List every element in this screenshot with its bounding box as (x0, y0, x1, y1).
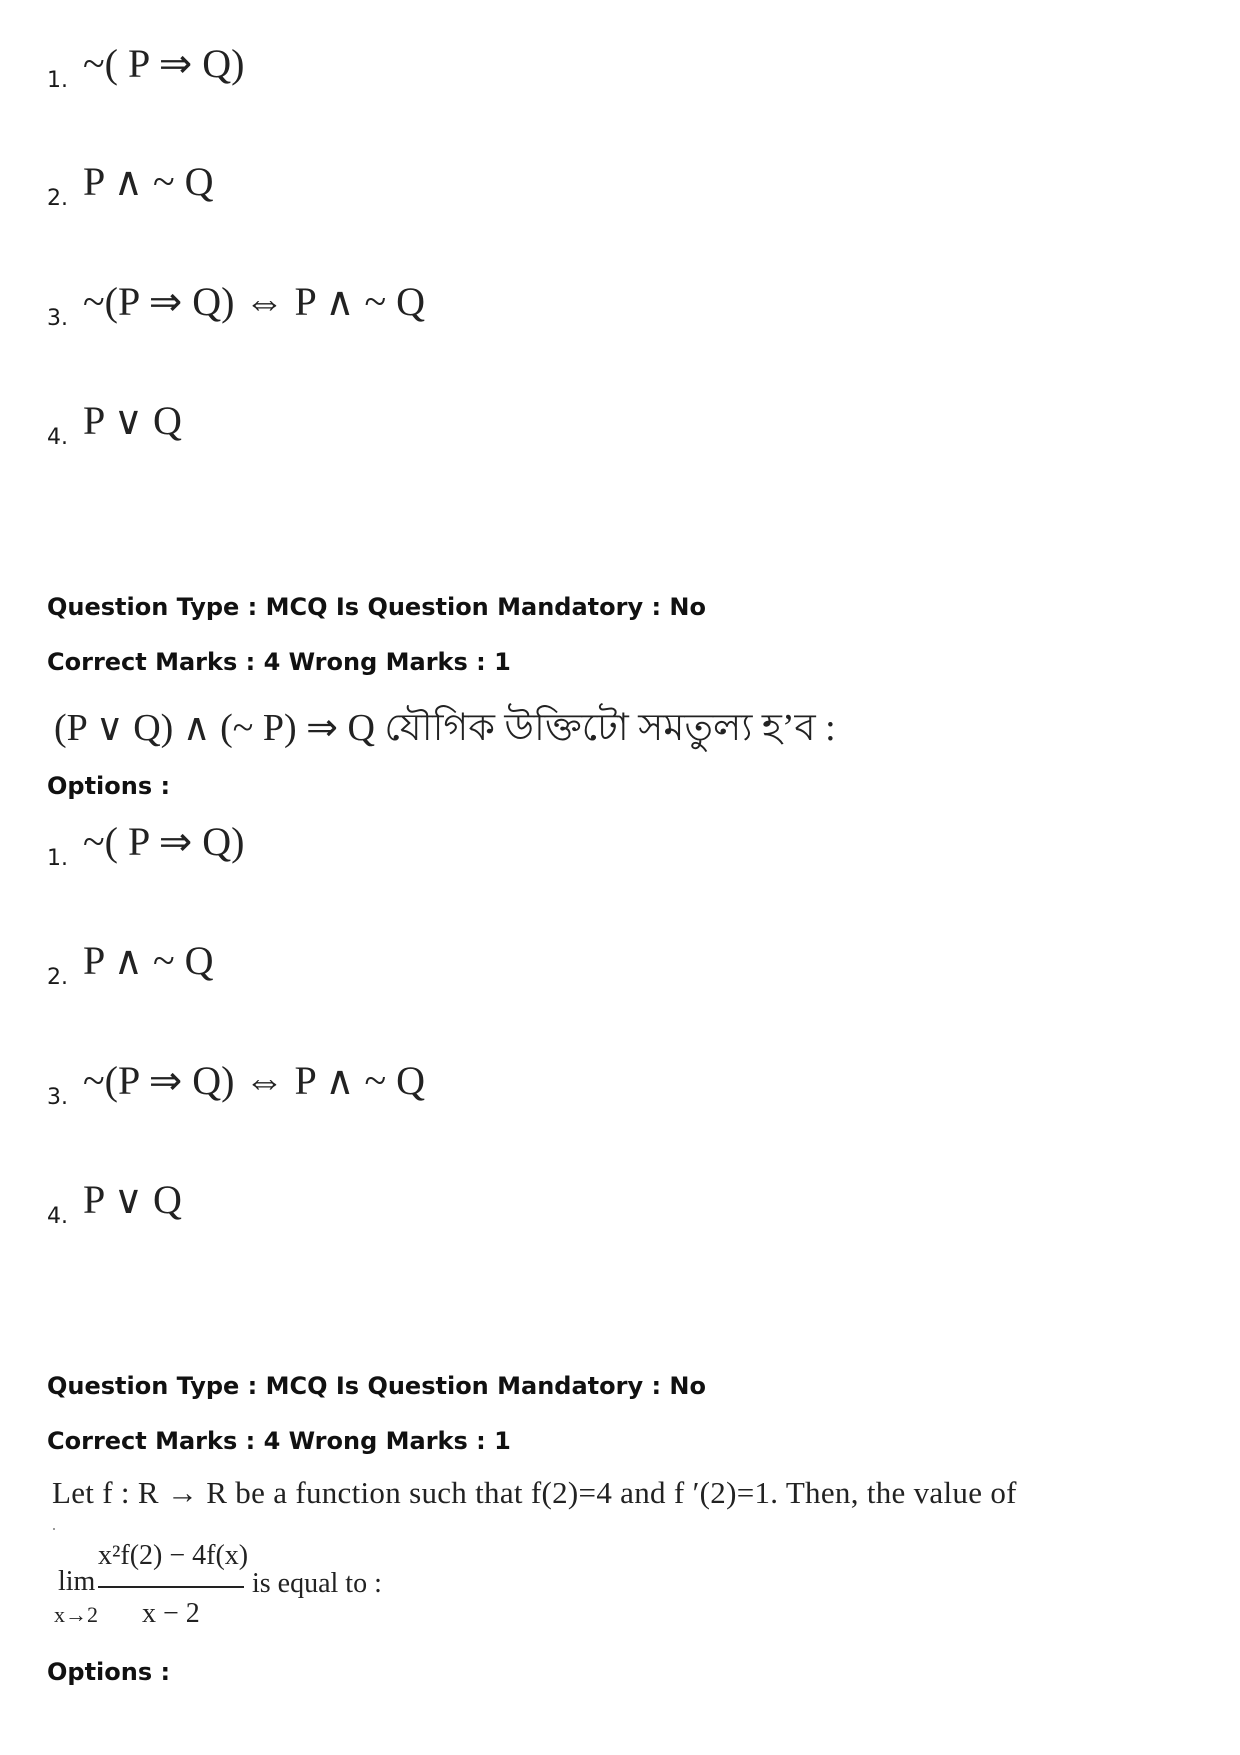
fraction-numerator: x²f(2) − 4f(x) (98, 1540, 249, 1571)
lim-operator: lim (58, 1566, 96, 1597)
question-stem: (P ∨ Q) ∧ (~ P) ⇒ Q যৌগিক উক্তিটো সমতুল্য হ’ব : (54, 707, 836, 749)
option-number: 3. (47, 1085, 68, 1110)
fraction-bar (98, 1586, 244, 1588)
option-expression: ~( P ⇒ Q) (83, 819, 245, 864)
question-stem: Let f : R → R be a function such that f(2)=4 and f ′(2)=1. Then, the value of (52, 1475, 1017, 1510)
option-number: 1. (47, 846, 68, 871)
option-number: 4. (47, 1204, 68, 1229)
option-expression: P ∨ Q (83, 1177, 182, 1222)
marks-line: Correct Marks : 4 Wrong Marks : 1 (47, 648, 511, 676)
options-label: Options : (47, 1658, 171, 1686)
stem-continuation: is equal to : (252, 1568, 382, 1599)
option-number: 3. (47, 306, 68, 331)
option-number: 2. (47, 965, 68, 990)
option-expression: ~(P ⇒ Q) ⇔ P ∧ ~ Q (83, 279, 426, 324)
option-expression: P ∧ ~ Q (83, 938, 214, 983)
option-number: 4. (47, 425, 68, 450)
option-expression: ~(P ⇒ Q) ⇔ P ∧ ~ Q (83, 1058, 426, 1103)
options-label: Options : (47, 772, 171, 800)
option-expression: ~( P ⇒ Q) (83, 41, 245, 86)
fraction-denominator: x − 2 (142, 1598, 200, 1629)
option-expression: P ∨ Q (83, 398, 182, 443)
lim-subscript: x→2 (54, 1602, 98, 1627)
question-type-line: Question Type : MCQ Is Question Mandatory : No (47, 593, 706, 621)
option-number: 2. (47, 186, 68, 211)
marks-line: Correct Marks : 4 Wrong Marks : 1 (47, 1427, 511, 1455)
stray-mark (53, 1528, 55, 1530)
question-type-line: Question Type : MCQ Is Question Mandatory : No (47, 1372, 706, 1400)
option-number: 1. (47, 68, 68, 93)
option-expression: P ∧ ~ Q (83, 159, 214, 204)
